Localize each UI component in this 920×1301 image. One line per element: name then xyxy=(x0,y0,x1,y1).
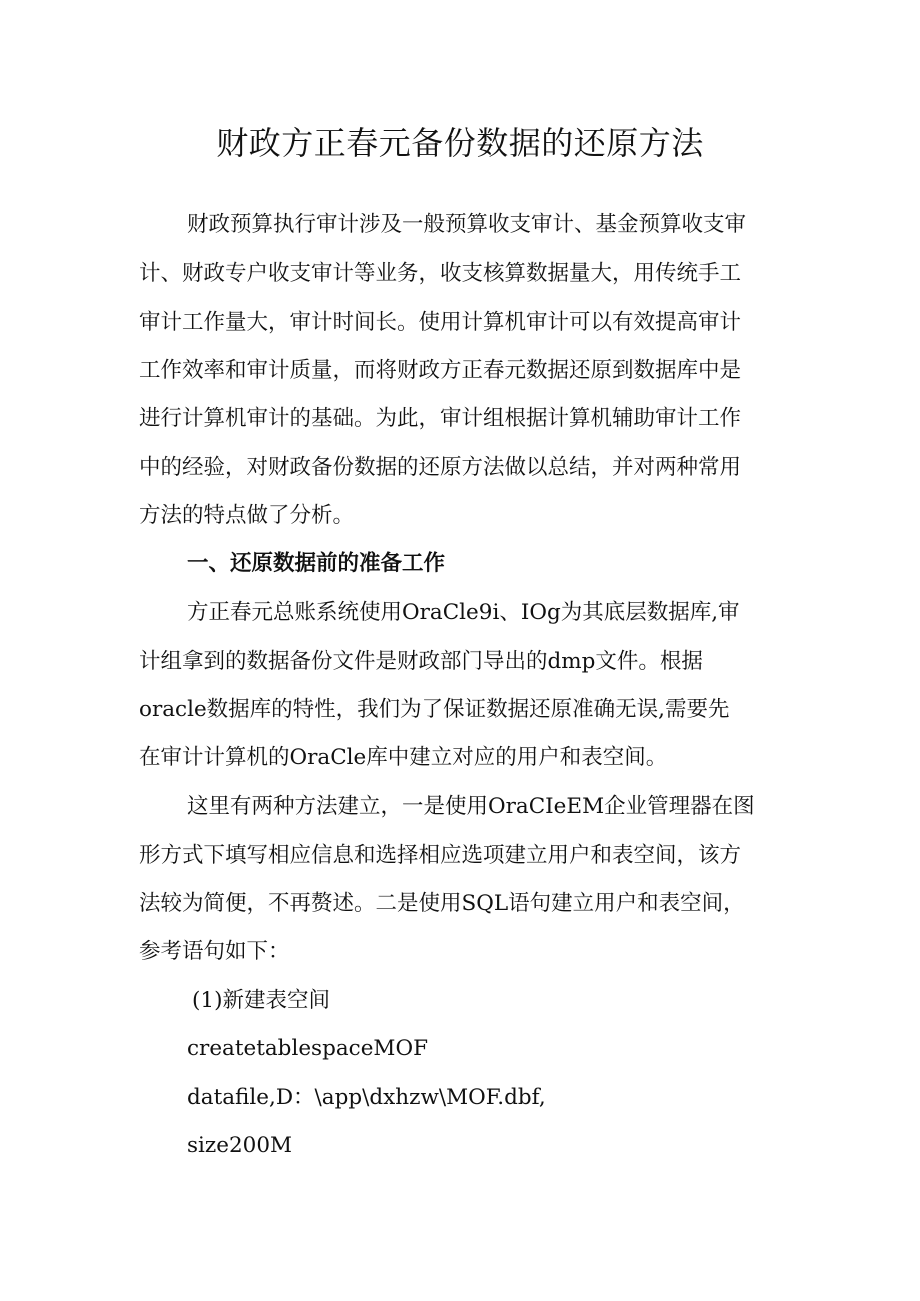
paragraph-line: 这里有两种方法建立，一是使用OraCIeEM企业管理器在图 xyxy=(187,794,755,819)
paragraph-line: 形方式下填写相应信息和选择相应选项建立用户和表空间，该方 xyxy=(139,843,742,868)
paragraph-line: 工作效率和审计质量，而将财政方正春元数据还原到数据库中是 xyxy=(139,358,742,383)
paragraph-line: oracle数据库的特性，我们为了保证数据还原准确无误,需要先 xyxy=(139,697,730,722)
paragraph-line: 中的经验，对财政备份数据的还原方法做以总结，并对两种常用 xyxy=(139,455,742,480)
paragraph-line: 计、财政专户收支审计等业务，收支核算数据量大，用传统手工 xyxy=(139,261,742,286)
list-item: (1)新建表空间 xyxy=(192,988,330,1013)
paragraph-line: 方正春元总账系统使用OraCle9i、IOg为其底层数据库,审 xyxy=(187,600,740,625)
section-heading: 一、还原数据前的准备工作 xyxy=(187,551,446,576)
paragraph-line: 审计工作量大，审计时间长。使用计算机审计可以有效提高审计 xyxy=(139,310,742,335)
paragraph-line: 法较为简便，不再赘述。二是使用SQL语句建立用户和表空间， xyxy=(139,891,745,916)
code-line: createtablespaceMOF xyxy=(187,1036,428,1061)
paragraph-line: 进行计算机审计的基础。为此，审计组根据计算机辅助审计工作 xyxy=(139,406,742,431)
paragraph-line: 参考语句如下： xyxy=(139,939,290,964)
code-line: size200M xyxy=(187,1133,293,1158)
code-line: datafile,D：\app\dxhzw\MOF.dbf, xyxy=(187,1085,546,1110)
paragraph-line: 方法的特点做了分析。 xyxy=(139,503,355,528)
paragraph-line: 在审计计算机的OraCle库中建立对应的用户和表空间。 xyxy=(139,745,668,770)
paragraph-line: 财政预算执行审计涉及一般预算收支审计、基金预算收支审 xyxy=(187,212,747,237)
paragraph-line: 计组拿到的数据备份文件是财政部门导出的dmp文件。根据 xyxy=(139,649,703,674)
document-title: 财政方正春元备份数据的还原方法 xyxy=(216,124,704,162)
